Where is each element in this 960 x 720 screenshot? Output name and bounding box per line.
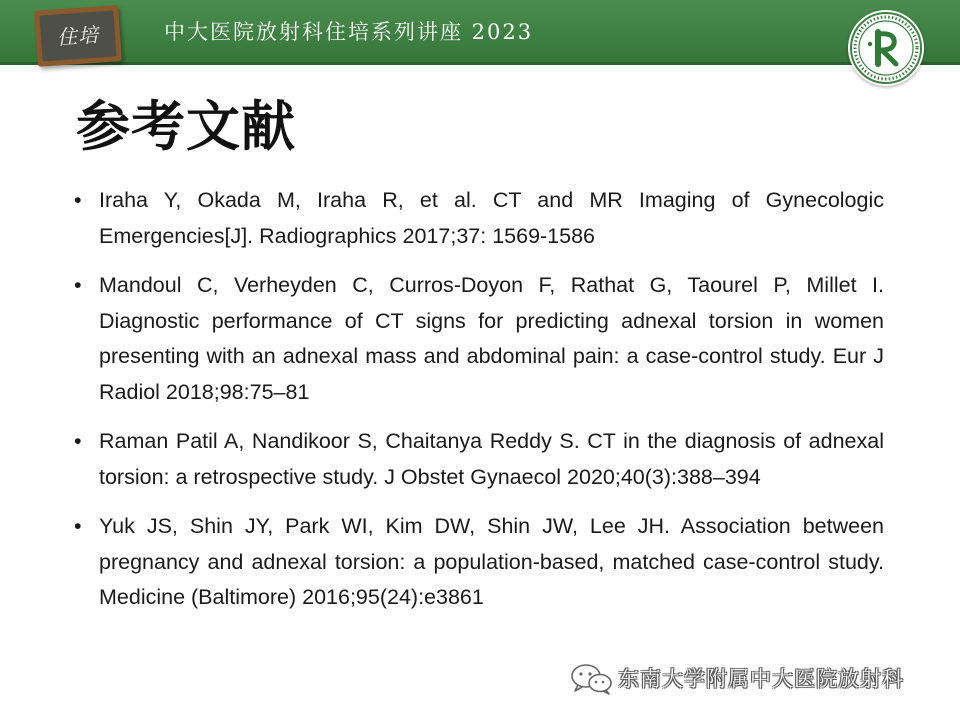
reference-item: • Yuk JS, Shin JY, Park WI, Kim DW, Shin JW, Lee JH. Association between pregnancy and adnexal torsion: a population-based, matched case-control study. Medicine (Baltimore) 2016;95(24):e3861 <box>72 509 884 616</box>
footer-watermark <box>568 660 904 696</box>
header-divider <box>0 62 960 65</box>
header-title: 中大医院放射科住培系列讲座 2023 <box>164 20 534 44</box>
badge-text: 住培 <box>39 10 116 61</box>
reference-list <box>72 183 884 630</box>
footer-text: 东南大学附属中大医院放射科 <box>618 667 904 691</box>
chalkboard-badge <box>34 5 122 67</box>
reference-item: • Raman Patil A, Nandikoor S, Chaitanya Reddy S. CT in the diagnosis of adnexal torsion: a retrospective study. J Obstet Gynaecol 2020;40(3):388–394 <box>72 424 884 495</box>
wechat-icon <box>568 661 614 695</box>
page-title: 参考文献 <box>76 95 296 158</box>
reference-item: • Mandoul C, Verheyden C, Curros-Doyon F, Rathat G, Taourel P, Millet I. Diagnostic performance of CT signs for predicting adnexal torsion in women presenting with an adnexal mass and abdominal pain: a case-control study. Eur J Radiol 2018;98:75–81 <box>72 268 884 410</box>
reference-item: • Iraha Y, Okada M, Iraha R, et al. CT and MR Imaging of Gynecologic Emergencies[J]. Radiographics 2017;37: 1569-1586 <box>72 183 884 254</box>
hospital-seal-icon <box>848 10 924 86</box>
